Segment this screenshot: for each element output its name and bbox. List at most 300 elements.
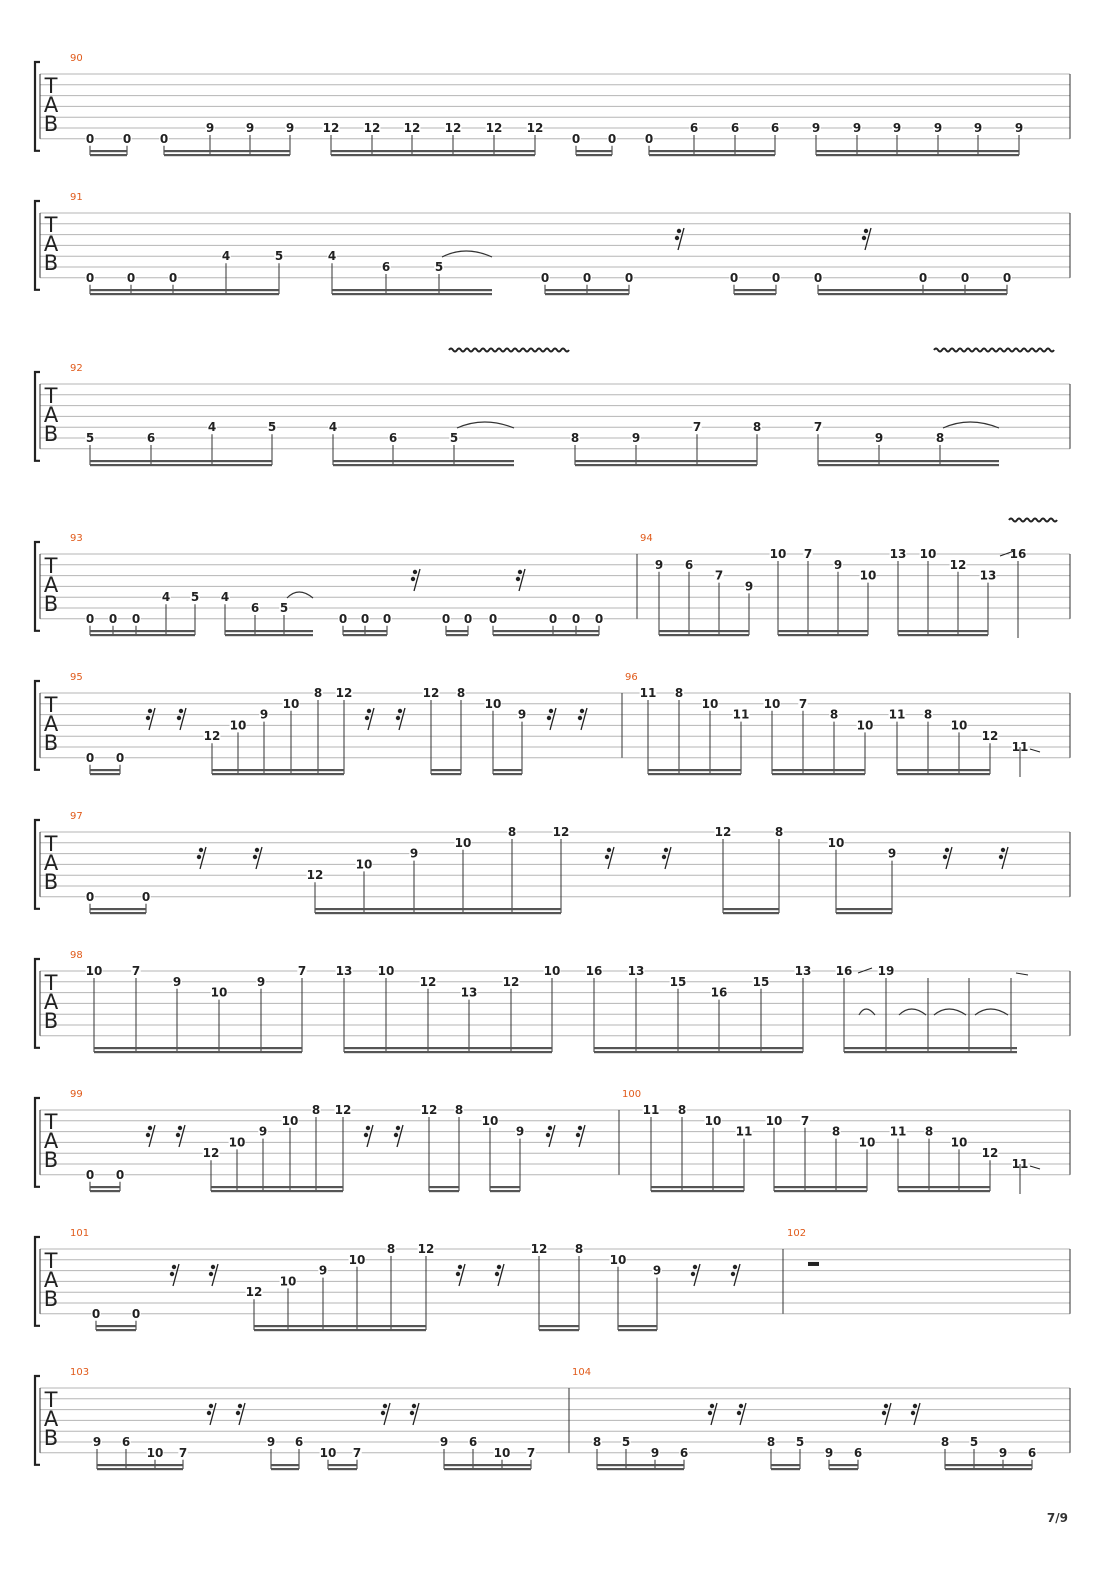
fret-number: 5 — [434, 260, 444, 274]
beam — [131, 293, 279, 295]
fret-number: 16 — [1009, 547, 1027, 561]
fret-number: 8 — [924, 1124, 934, 1139]
fret-number: 5 — [85, 431, 95, 445]
rest-dot — [381, 1411, 385, 1415]
rest-dot — [547, 716, 551, 720]
fret-number: 9 — [245, 121, 255, 135]
fret-number: 12 — [363, 121, 381, 135]
beam — [113, 630, 195, 632]
beam — [90, 154, 127, 156]
tab-clef-letter: T — [44, 971, 58, 995]
rest-dot — [177, 716, 181, 720]
fret-number: 7 — [714, 568, 724, 583]
fret-number: 0 — [85, 611, 95, 626]
rest-dot — [146, 1133, 150, 1137]
fret-number: 6 — [730, 121, 740, 135]
beam — [113, 634, 195, 636]
beam — [587, 293, 629, 295]
measure-number: 102 — [787, 1228, 807, 1239]
fret-number: 11 — [639, 686, 657, 700]
beam — [90, 460, 272, 462]
fret-number: 10 — [609, 1252, 627, 1267]
rest-dot — [413, 570, 417, 574]
rest-dot — [458, 1265, 462, 1269]
fret-number: 4 — [221, 249, 231, 264]
beam — [131, 289, 279, 291]
rest-dot — [456, 1272, 460, 1276]
fret-number: 8 — [570, 431, 580, 445]
fret-number: 0 — [571, 611, 581, 626]
fret-number: 12 — [306, 868, 324, 883]
rest-dot — [255, 848, 259, 852]
beam — [576, 154, 612, 156]
beam — [818, 289, 923, 291]
rest-dot — [864, 229, 868, 233]
beam — [431, 773, 461, 775]
beam — [734, 293, 776, 295]
beam — [774, 1190, 867, 1192]
fret-number: 0 — [85, 1167, 95, 1182]
fret-number: 0 — [548, 611, 558, 626]
vibrato-line — [934, 349, 1054, 352]
measure-number: 96 — [625, 672, 638, 683]
fret-number: 9 — [933, 121, 943, 135]
beam — [90, 912, 146, 914]
beam — [597, 1468, 684, 1470]
beam — [539, 1325, 579, 1327]
fret-number: 4 — [220, 590, 230, 605]
tab-clef-letter: A — [43, 1407, 59, 1431]
beam — [90, 150, 127, 152]
beam — [429, 1190, 459, 1192]
fret-number: 8 — [677, 1103, 687, 1117]
beam — [212, 773, 344, 775]
rest-dot — [179, 709, 183, 713]
measure-number: 95 — [70, 672, 83, 683]
beam — [594, 1051, 803, 1053]
fret-number: 12 — [981, 1146, 999, 1161]
system-bracket — [35, 959, 40, 1048]
beam — [331, 150, 535, 152]
fret-number: 0 — [441, 611, 451, 626]
fret-number: 7 — [178, 1445, 188, 1460]
fret-number: 7 — [692, 420, 702, 435]
beam — [829, 1468, 858, 1470]
rest-dot — [199, 848, 203, 852]
tab-clef-letter: B — [43, 422, 59, 446]
rest-dot — [396, 1126, 400, 1130]
rest-dot — [495, 1272, 499, 1276]
fret-number: 7 — [803, 547, 813, 561]
slide-mark — [1030, 749, 1040, 752]
fret-number: 12 — [335, 686, 353, 700]
beam — [328, 1464, 357, 1466]
fret-number: 9 — [654, 557, 664, 572]
rest-dot — [578, 1126, 582, 1130]
fret-number: 12 — [485, 121, 503, 135]
tab-clef-letter: A — [43, 93, 59, 117]
beam — [343, 630, 365, 632]
beam — [271, 1464, 299, 1466]
beam — [446, 634, 468, 636]
measure-number: 92 — [70, 363, 83, 374]
fret-number: 9 — [887, 846, 897, 861]
fret-number: 9 — [652, 1263, 662, 1278]
fret-number: 0 — [141, 889, 151, 904]
fret-number: 9 — [409, 846, 419, 861]
rest-dot — [945, 848, 949, 852]
fret-number: 0 — [85, 270, 95, 285]
page-number: 7/9 — [1046, 1511, 1068, 1525]
rest-dot — [733, 1265, 737, 1269]
fret-number: 6 — [770, 121, 780, 135]
fret-number: 7 — [131, 964, 141, 978]
fret-number: 12 — [714, 825, 732, 839]
fret-number: 6 — [679, 1445, 689, 1460]
fret-number: 7 — [813, 420, 823, 435]
fret-number: 19 — [877, 964, 895, 978]
staff-system — [35, 53, 1070, 156]
fret-number: 10 — [279, 1274, 297, 1289]
measure-number: 90 — [70, 53, 83, 64]
tab-clef-letter: A — [43, 403, 59, 427]
beam — [271, 1468, 299, 1470]
tab-clef-letter: T — [44, 832, 58, 856]
fret-number: 13 — [889, 547, 907, 561]
beam — [254, 1329, 426, 1331]
beam — [344, 1047, 552, 1049]
beam — [225, 634, 313, 636]
fret-number: 0 — [382, 611, 392, 626]
fret-number: 9 — [259, 707, 269, 722]
beam — [545, 293, 587, 295]
beam — [94, 1047, 302, 1049]
fret-number: 9 — [811, 121, 821, 135]
fret-number: 13 — [627, 964, 645, 978]
fret-number: 6 — [689, 121, 699, 135]
fret-number: 12 — [419, 974, 437, 989]
rest-dot — [675, 236, 679, 240]
beam — [816, 154, 1019, 156]
staff-system — [35, 349, 1070, 467]
rest-dot — [148, 709, 152, 713]
beam — [774, 1186, 867, 1188]
tab-clef-letter: A — [43, 851, 59, 875]
beam — [446, 630, 468, 632]
beam — [332, 293, 492, 295]
fret-number: 10 — [377, 964, 395, 978]
fret-number: 9 — [515, 1124, 525, 1139]
fret-number: 8 — [386, 1242, 396, 1256]
fret-number: 9 — [744, 579, 754, 594]
rest-dot — [383, 1404, 387, 1408]
fret-number: 9 — [824, 1445, 834, 1460]
rest-dot — [497, 1265, 501, 1269]
fret-number: 15 — [752, 974, 770, 989]
fret-number: 9 — [852, 121, 862, 135]
measure-number: 94 — [640, 533, 653, 544]
fret-number: 9 — [973, 121, 983, 135]
beam — [836, 908, 892, 910]
fret-number: 11 — [888, 707, 906, 722]
rest-dot — [546, 1133, 550, 1137]
slide-mark — [1030, 1166, 1040, 1169]
rest-dot — [410, 1411, 414, 1415]
fret-number: 0 — [131, 1306, 141, 1321]
beam — [90, 289, 131, 291]
rest-dot — [148, 1126, 152, 1130]
beam — [333, 464, 514, 466]
tab-clef-letter: T — [44, 1249, 58, 1273]
fret-number: 10 — [950, 718, 968, 733]
fret-number: 12 — [502, 974, 520, 989]
fret-number: 8 — [831, 1124, 841, 1139]
beam — [597, 1464, 684, 1466]
rest-dot — [209, 1272, 213, 1276]
fret-number: 6 — [146, 431, 156, 445]
fret-number: 6 — [121, 1435, 131, 1449]
beam — [648, 769, 741, 771]
beam — [164, 150, 290, 152]
fret-number: 7 — [526, 1445, 536, 1460]
rest-dot — [170, 1272, 174, 1276]
fret-number: 9 — [650, 1445, 660, 1460]
system-bracket — [35, 1098, 40, 1187]
fret-number: 9 — [285, 121, 295, 135]
fret-number: 10 — [543, 964, 561, 978]
fret-number: 10 — [859, 568, 877, 583]
tab-clef-letter: A — [43, 573, 59, 597]
beam — [836, 912, 892, 914]
vibrato-line — [449, 349, 569, 352]
fret-number: 10 — [704, 1113, 722, 1128]
beam — [90, 1190, 120, 1192]
fret-number: 9 — [256, 974, 266, 989]
fret-number: 8 — [313, 686, 323, 700]
fret-number: 5 — [274, 249, 284, 264]
beam — [553, 630, 599, 632]
fret-number: 5 — [190, 590, 200, 605]
tab-clef-letter: T — [44, 74, 58, 98]
beam — [844, 1047, 1017, 1049]
rest-dot — [677, 229, 681, 233]
fret-number: 0 — [131, 611, 141, 626]
rest-dot — [146, 716, 150, 720]
beam — [90, 769, 120, 771]
beam — [897, 773, 990, 775]
fret-number: 12 — [417, 1242, 435, 1256]
rest-dot — [576, 1133, 580, 1137]
fret-number: 6 — [853, 1445, 863, 1460]
tab-clef-letter: B — [43, 1148, 59, 1172]
fret-number: 8 — [311, 1103, 321, 1117]
beam — [493, 634, 553, 636]
rest-dot — [549, 709, 553, 713]
fret-number: 11 — [732, 707, 750, 722]
beam — [945, 1468, 1032, 1470]
fret-number: 10 — [765, 1113, 783, 1128]
rest-dot — [178, 1126, 182, 1130]
beam — [429, 1186, 459, 1188]
staff-system — [35, 672, 1070, 777]
fret-number: 16 — [710, 985, 728, 1000]
fret-number: 0 — [85, 750, 95, 765]
beam — [96, 1329, 136, 1331]
rest-dot — [999, 855, 1003, 859]
beam — [818, 293, 923, 295]
beam — [587, 289, 629, 291]
tab-clef-letter: A — [43, 990, 59, 1014]
fret-number: 9 — [1014, 121, 1024, 135]
measure-number: 97 — [70, 811, 83, 822]
fret-number: 8 — [935, 431, 945, 445]
beam — [343, 634, 365, 636]
beam — [254, 1325, 426, 1327]
fret-number: 10 — [85, 964, 103, 978]
beam — [778, 634, 868, 636]
rest-dot — [548, 1126, 552, 1130]
vibrato-line — [1009, 519, 1057, 522]
rest-dot — [411, 577, 415, 581]
fret-number: 10 — [481, 1113, 499, 1128]
beam — [818, 460, 999, 462]
tab-clef-letter: B — [43, 870, 59, 894]
beam — [545, 289, 587, 291]
fret-number: 0 — [624, 270, 634, 285]
fret-number: 0 — [571, 131, 581, 146]
rest-dot — [943, 855, 947, 859]
fret-number: 8 — [940, 1435, 950, 1449]
fret-number: 10 — [493, 1445, 511, 1460]
rest-dot — [516, 577, 520, 581]
system-bracket — [35, 681, 40, 770]
fret-number: 0 — [960, 270, 970, 285]
beam — [90, 773, 120, 775]
rest-dot — [172, 1265, 176, 1269]
beam — [365, 630, 387, 632]
tab-clef-letter: T — [44, 693, 58, 717]
fret-number: 6 — [381, 260, 391, 274]
fret-number: 0 — [729, 270, 739, 285]
rest-dot — [605, 855, 609, 859]
beam — [212, 769, 344, 771]
beam — [90, 464, 272, 466]
fret-number: 9 — [172, 974, 182, 989]
rest-dot — [862, 236, 866, 240]
fret-number: 12 — [422, 686, 440, 700]
tab-clef-letter: T — [44, 554, 58, 578]
rest-dot — [731, 1272, 735, 1276]
fret-number: 6 — [250, 601, 260, 615]
fret-number: 11 — [1011, 1157, 1029, 1171]
staff-system — [35, 1367, 1070, 1470]
fret-number: 9 — [874, 431, 884, 445]
tab-clef-letter: B — [43, 112, 59, 136]
beam — [97, 1464, 183, 1466]
beam — [772, 769, 865, 771]
fret-number: 10 — [950, 1135, 968, 1150]
beam — [659, 634, 749, 636]
rest-dot — [739, 1404, 743, 1408]
fret-number: 0 — [607, 131, 617, 146]
beam — [444, 1464, 531, 1466]
beam — [90, 293, 131, 295]
beam — [90, 630, 113, 632]
beam — [94, 1051, 302, 1053]
fret-number: 0 — [108, 611, 118, 626]
fret-number: 6 — [684, 557, 694, 572]
rest-dot — [209, 1404, 213, 1408]
rest-dot — [396, 716, 400, 720]
rest-dot — [211, 1265, 215, 1269]
beam — [651, 1190, 744, 1192]
tab-clef-letter: A — [43, 232, 59, 256]
fret-number: 5 — [279, 601, 289, 615]
fret-number: 12 — [526, 121, 544, 135]
fret-number: 0 — [126, 270, 136, 285]
fret-number: 9 — [258, 1124, 268, 1139]
rest-dot — [197, 855, 201, 859]
tab-clef-letter: A — [43, 712, 59, 736]
fret-number: 7 — [352, 1445, 362, 1460]
fret-number: 0 — [115, 1167, 125, 1182]
fret-number: 4 — [161, 590, 171, 605]
fret-number: 7 — [798, 696, 808, 711]
beam — [898, 630, 988, 632]
fret-number: 9 — [318, 1263, 328, 1278]
beam — [332, 289, 492, 291]
fret-number: 10 — [319, 1445, 337, 1460]
rest-dot — [737, 1411, 741, 1415]
fret-number: 8 — [456, 686, 466, 700]
fret-number: 8 — [454, 1103, 464, 1117]
rest-dot — [253, 855, 257, 859]
fret-number: 0 — [360, 611, 370, 626]
system-bracket — [35, 372, 40, 461]
tab-clef-letter: B — [43, 592, 59, 616]
fret-number: 16 — [585, 964, 603, 978]
fret-number: 8 — [507, 825, 517, 839]
beam — [553, 634, 599, 636]
measure-number: 100 — [622, 1089, 642, 1100]
tab-clef-letter: A — [43, 1129, 59, 1153]
slide-mark — [1016, 973, 1028, 975]
beam — [844, 1051, 1017, 1053]
beam — [225, 630, 313, 632]
rest-dot — [607, 848, 611, 852]
fret-number: 4 — [327, 249, 337, 264]
beam — [96, 1325, 136, 1327]
measure-number: 104 — [572, 1367, 592, 1378]
fret-number: 9 — [631, 431, 641, 445]
fret-number: 10 — [281, 1113, 299, 1128]
fret-number: 0 — [540, 270, 550, 285]
rest-dot — [913, 1404, 917, 1408]
beam — [897, 769, 990, 771]
beam — [818, 464, 999, 466]
beam — [90, 634, 113, 636]
fret-number: 11 — [889, 1124, 907, 1139]
fret-number: 10 — [858, 1135, 876, 1150]
beam — [539, 1329, 579, 1331]
fret-number: 8 — [592, 1435, 602, 1449]
fret-number: 12 — [203, 729, 221, 744]
beam — [211, 1190, 343, 1192]
fret-number: 5 — [969, 1435, 979, 1449]
tab-clef-letter: B — [43, 1287, 59, 1311]
rest-dot — [1001, 848, 1005, 852]
system-bracket — [35, 201, 40, 290]
